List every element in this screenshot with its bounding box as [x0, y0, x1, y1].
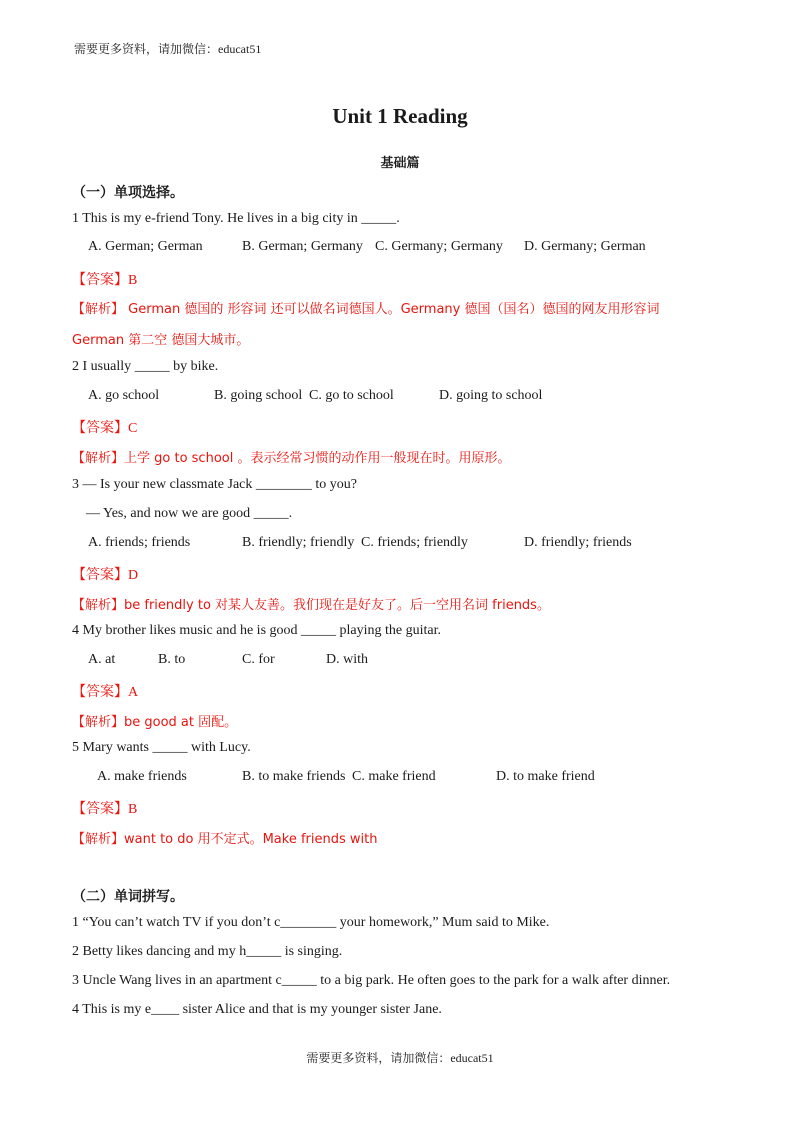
question-3-analysis: 【解析】be friendly to 对某人友善。我们现在是好友了。后一空用名词 friends。 — [72, 598, 550, 613]
question-4-option-b: B. to — [158, 652, 186, 667]
question-3-stem: 3 — Is your new classmate Jack ________ to you? — [72, 477, 357, 492]
question-1-analysis-cont: German 第二空 德国大城市。 — [72, 333, 250, 348]
question-4-answer: 【答案】A — [72, 685, 139, 700]
question-4-option-c: C. for — [242, 652, 275, 667]
question-1-option-c: C. Germany; Germany — [375, 239, 503, 254]
question-2-option-d: D. going to school — [439, 388, 543, 403]
spelling-item-3: 3 Uncle Wang lives in an apartment c_____ to a big park. He often goes to the park for a walk after dinner. — [72, 973, 671, 988]
question-5-answer: 【答案】B — [72, 802, 138, 817]
question-4-option-a: A. at — [88, 652, 116, 667]
question-3-option-a: A. friends; friends — [88, 535, 191, 550]
section-heading-spelling: （二）单词拼写。 — [72, 890, 184, 905]
question-4-option-d: D. with — [326, 652, 368, 667]
question-2-option-c: C. go to school — [309, 388, 394, 403]
question-5-option-c: C. make friend — [352, 769, 436, 784]
question-3-option-c: C. friends; friendly — [361, 535, 468, 550]
question-5-option-a: A. make friends — [97, 769, 187, 784]
question-1-option-d: D. Germany; German — [524, 239, 646, 254]
question-5-stem: 5 Mary wants _____ with Lucy. — [72, 740, 251, 755]
spelling-item-4: 4 This is my e____ sister Alice and that is my younger sister Jane. — [72, 1002, 442, 1017]
question-4-analysis: 【解析】be good at 固配。 — [72, 715, 238, 730]
question-1-stem: 1 This is my e-friend Tony. He lives in a big city in _____. — [72, 211, 400, 226]
footer-note: 需要更多资料，请加微信：educat51 — [306, 1051, 494, 1065]
page-title: Unit 1 Reading — [332, 104, 468, 128]
spelling-item-1: 1 “You can’t watch TV if you don’t c________ your homework,” Mum said to Mike. — [72, 915, 550, 930]
question-3-answer: 【答案】D — [72, 568, 139, 583]
question-1-option-a: A. German; German — [88, 239, 203, 254]
question-2-option-b: B. going school — [214, 388, 303, 403]
question-2-analysis: 【解析】上学 go to school 。表示经常习惯的动作用一般现在时。用原形。 — [72, 451, 511, 466]
question-2-option-a: A. go school — [88, 388, 160, 403]
question-5-option-d: D. to make friend — [496, 769, 595, 784]
question-1-answer: 【答案】B — [72, 273, 138, 288]
question-5-option-b: B. to make friends — [242, 769, 346, 784]
page-subtitle: 基础篇 — [380, 155, 420, 170]
question-5-analysis: 【解析】want to do 用不定式。Make friends with — [72, 832, 378, 847]
question-1-option-b: B. German; Germany — [242, 239, 363, 254]
question-2-stem: 2 I usually _____ by bike. — [72, 359, 219, 374]
question-3-stem-reply: — Yes, and now we are good _____. — [86, 506, 293, 521]
section-heading-multiple-choice: （一）单项选择。 — [72, 186, 184, 201]
header-note: 需要更多资料，请加微信：educat51 — [74, 42, 262, 56]
question-3-option-b: B. friendly; friendly — [242, 535, 355, 550]
question-2-answer: 【答案】C — [72, 421, 138, 436]
question-3-option-d: D. friendly; friends — [524, 535, 632, 550]
question-4-stem: 4 My brother likes music and he is good _____ playing the guitar. — [72, 623, 442, 638]
spelling-item-2: 2 Betty likes dancing and my h_____ is singing. — [72, 944, 343, 959]
question-1-analysis: 【解析】 German 德国的 形容词 还可以做名词德国人。Germany 德国（国名）德国的网友用形容词 — [72, 302, 660, 317]
